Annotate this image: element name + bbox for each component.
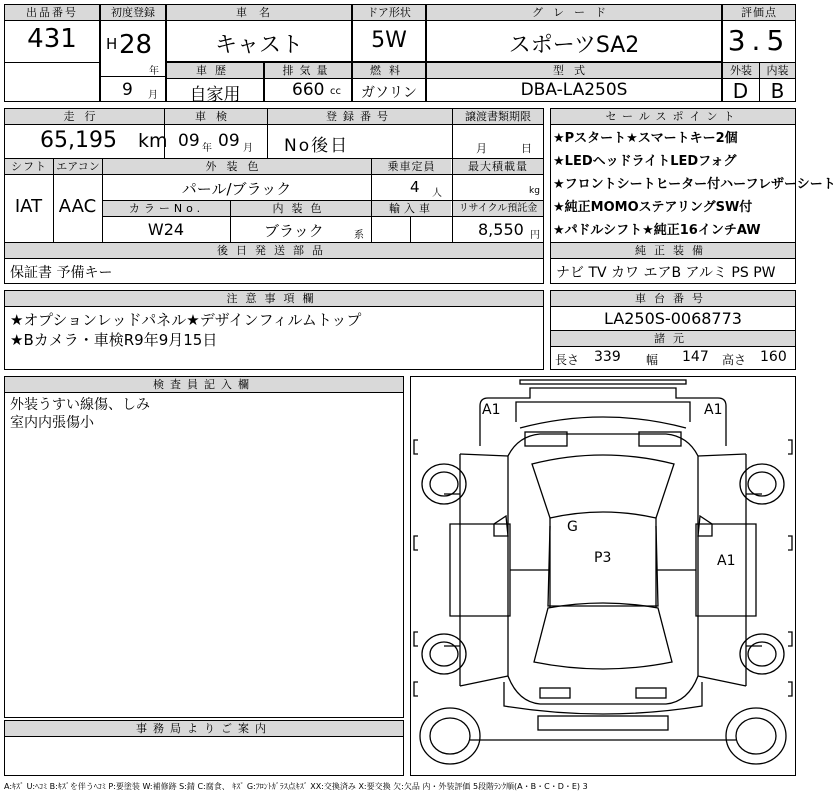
width-label: 幅 <box>646 353 659 367</box>
recycle-unit: 円 <box>530 230 540 241</box>
mileage-label: 走行 <box>5 109 164 124</box>
height-label: 高さ <box>722 353 747 367</box>
lot-number: 431 <box>27 24 77 54</box>
later-parts-label: 後日発送部品 <box>5 243 543 258</box>
width: 147 <box>682 349 709 365</box>
displacement-label: 排気量 <box>265 63 351 78</box>
notes-list <box>10 310 540 350</box>
inspection-month: 09 <box>218 131 240 151</box>
int-score: B <box>770 79 785 103</box>
recycle-label: リサイクル預託金 <box>453 201 543 216</box>
displacement: 660 <box>292 80 325 100</box>
note-line: ★Bカメラ・車検R9年9月15日 <box>10 331 218 349</box>
equipment-label: 純正装備 <box>551 243 795 258</box>
score-label: 評価点 <box>723 5 795 20</box>
damage-mark-windshield: G <box>567 519 578 535</box>
capacity-label: 乗車定員 <box>372 159 451 174</box>
door-label: ドア形状 <box>353 5 425 20</box>
sales-point: ★Pスタート★スマートキー2個 <box>553 131 738 146</box>
ext-color-label: 外装色 <box>103 159 371 174</box>
model-label: 型式 <box>427 63 721 78</box>
inspection-year-unit: 年 <box>202 143 212 154</box>
capacity: 4 <box>410 178 420 196</box>
notes-label: 注意事項欄 <box>5 291 543 306</box>
damage-mark-front-right: A1 <box>704 402 723 418</box>
max-load-unit: kg <box>529 186 540 196</box>
sales-point: ★フロントシートヒーター付ハーフレザーシート <box>553 177 836 192</box>
first-reg-year-unit: 年 <box>149 66 159 77</box>
transfer-day: 日 <box>521 142 532 155</box>
reg-no-label: 登録番号 <box>268 109 452 124</box>
dimensions-label: 諸元 <box>551 331 795 346</box>
chassis-label: 車台番号 <box>551 291 795 306</box>
first-reg-year: 28 <box>119 30 153 60</box>
color-no: W24 <box>147 220 185 239</box>
inspection-label: 車検 <box>165 109 267 124</box>
inspector-line: 室内内張傷小 <box>10 415 94 431</box>
grade: スポーツSA2 <box>508 33 640 58</box>
sales-points-list <box>553 127 836 242</box>
length: 339 <box>594 349 621 365</box>
inspector-notes <box>10 396 400 432</box>
door-type: 5W <box>371 28 407 53</box>
inspector-label: 検査員記入欄 <box>5 377 403 392</box>
car-name: キャスト <box>214 33 303 58</box>
first-reg-month-unit: 月 <box>148 90 158 101</box>
ac-label: エアコン <box>54 159 102 174</box>
grade-label: グレード <box>427 5 721 20</box>
later-parts: 保証書 予備キー <box>10 265 113 281</box>
int-color: ブラック <box>264 222 324 240</box>
first-reg-month: 9 <box>122 80 133 100</box>
car-name-label: 車名 <box>167 5 351 20</box>
inspection-year: 09 <box>178 131 200 151</box>
sales-points-label: セールスポイント <box>551 109 795 124</box>
sales-point: ★パドルシフト★純正16インチAW <box>553 223 761 238</box>
legend: A:ｷｽﾞ U:ﾍｺﾐ B:ｷｽﾞを伴うﾍｺﾐ P:要塗装 W:補修跡 S:錆 C:腐食、 ｷｽﾞ G:ﾌﾛﾝﾄｶﾞﾗｽ点ｷｽﾞ XX:交換済み X:要交換 欠:欠品 内・外装評価 5段階ﾗﾝｸ順(A・B・C・D・E) 3 <box>4 782 588 791</box>
int-score-label: 内装 <box>760 63 795 78</box>
ext-color: パール/ブラック <box>181 180 292 198</box>
ac: AAC <box>58 196 97 217</box>
damage-mark-right-door: A1 <box>717 553 736 569</box>
max-load-label: 最大積載量 <box>453 159 543 174</box>
damage-mark-roof: P3 <box>594 550 612 566</box>
transfer-month: 月 <box>476 142 487 155</box>
model: DBA-LA250S <box>520 80 628 100</box>
ext-score-label: 外装 <box>723 63 759 78</box>
damage-mark-front-left: A1 <box>482 402 501 418</box>
transfer-label: 譲渡書類期限 <box>453 109 543 124</box>
overall-score: 3.5 <box>727 24 791 57</box>
inspector-line: 外装うすい線傷、しみ <box>10 397 150 413</box>
int-color-label: 内装色 <box>231 201 371 216</box>
length-label: 長さ <box>555 353 580 367</box>
int-color-unit: 系 <box>354 230 364 241</box>
equipment: ナビ TV カワ エアB アルミ PS PW <box>556 265 776 281</box>
lot-label: 出品番号 <box>5 5 99 20</box>
inspection-month-unit: 月 <box>243 143 253 154</box>
ext-score: D <box>732 79 749 103</box>
shift: IAT <box>14 196 43 217</box>
fuel: ガソリン <box>361 85 417 101</box>
color-no-label: カラーNo. <box>103 201 230 216</box>
first-reg-label: 初度登録 <box>101 5 165 20</box>
height: 160 <box>760 349 787 365</box>
recycle-fee: 8,550 <box>478 220 524 239</box>
shift-label: シフト <box>5 159 53 174</box>
mileage-unit: km <box>138 130 168 152</box>
first-reg-era: H <box>106 35 118 53</box>
import-label: 輸入車 <box>372 201 451 216</box>
capacity-unit: 人 <box>432 188 442 199</box>
sales-point: ★LEDヘッドライトLEDフォグ <box>553 154 737 169</box>
mileage: 65,195 <box>40 128 117 153</box>
office-label: 事務局よりご案内 <box>5 721 403 736</box>
car-diagram <box>410 376 796 776</box>
displacement-unit: cc <box>330 86 341 97</box>
reg-no: No後日 <box>284 136 350 156</box>
note-line: ★オプションレッドパネル★デザインフィルムトップ <box>10 311 362 329</box>
history: 自家用 <box>189 85 241 105</box>
chassis-number: LA250S-0068773 <box>604 309 742 328</box>
fuel-label: 燃料 <box>353 63 425 78</box>
history-label: 車歴 <box>167 63 263 78</box>
sales-point: ★純正MOMOステアリングSW付 <box>553 200 753 215</box>
